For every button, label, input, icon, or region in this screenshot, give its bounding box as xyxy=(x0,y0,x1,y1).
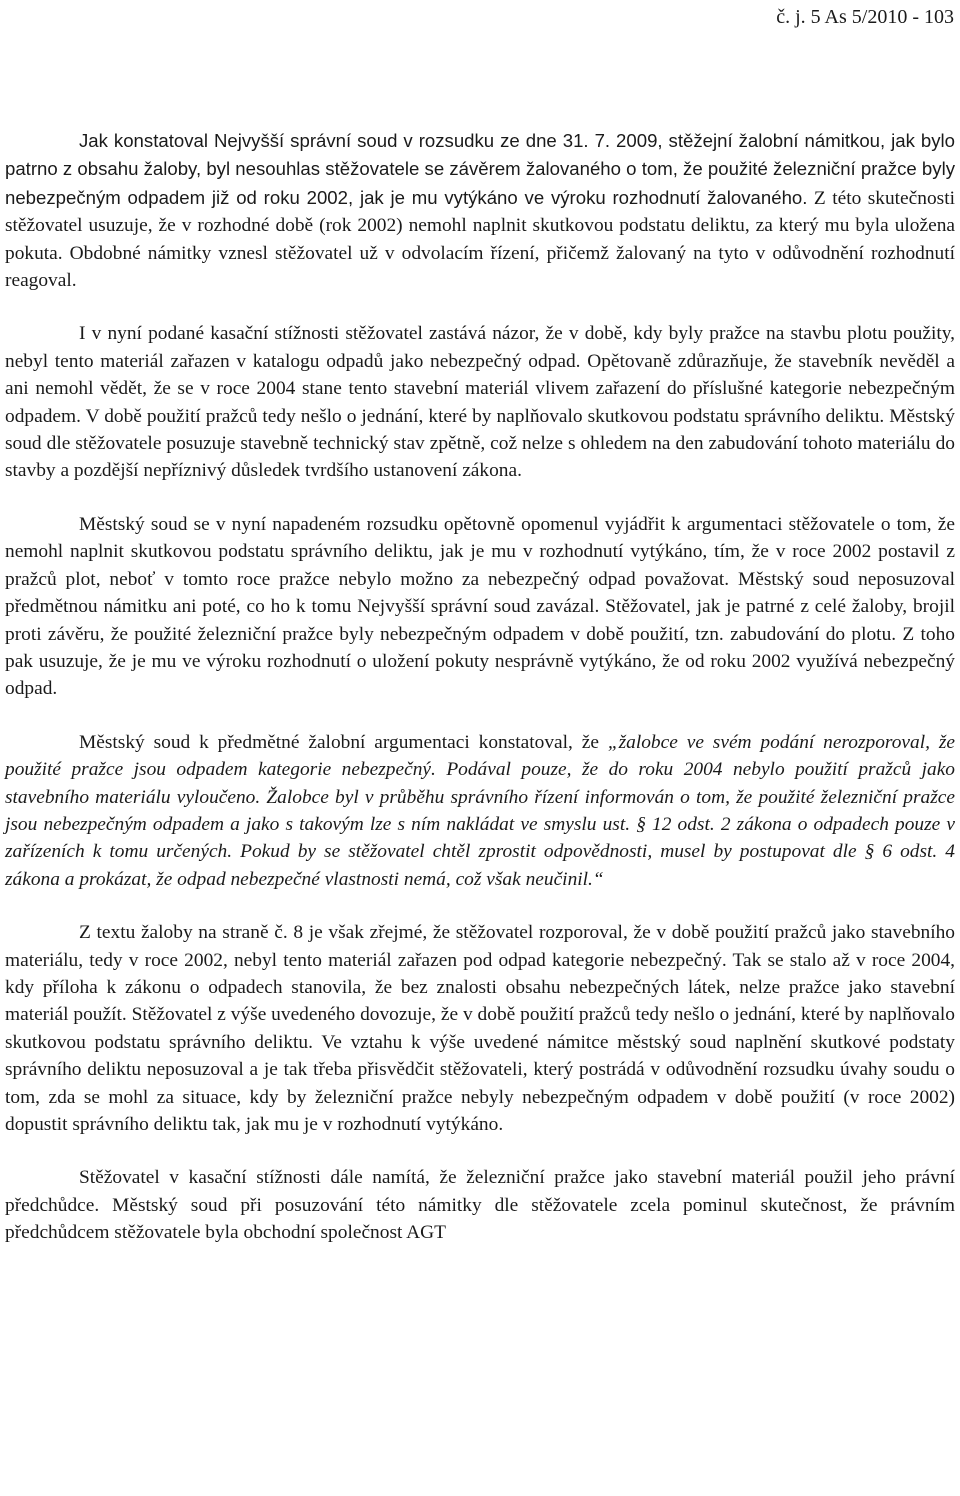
paragraph-4-quote: „žalobce ve svém podání nerozporoval, že použité pražce jsou odpadem kategorie nebezpečný. Podával pouze, že do roku 2004 nebylo použití pražců jako stavebního materiálu vyloučeno. Žalobce byl v průběhu správního řízení informován o tom, že použité železniční pražce jsou nebezpečným odpadem a jako s takovým lze s ním nakládat ve smyslu ust. § 12 odst. 2 zákona o odpadech pouze v zařízeních k tomu určených. Pokud by se stěžovatel chtěl zprostit odpovědnosti, musel by postupovat dle § 6 odst. 4 zákona a prokázat, že odpad nebezpečné vlastnosti nemá, což však neučinil.“ xyxy=(5,731,955,890)
paragraph-1 xyxy=(5,127,955,294)
document-body xyxy=(5,127,955,1247)
paragraph-6: Stěžovatel v kasační stížnosti dále namítá, že železniční pražce jako stavební materiál použil jeho právní předchůdce. Městský soud při posuzování této námitky dle stěžovatele zcela pominul skutečnost, že právním předchůdcem stěžovatele byla obchodní společnost AGT xyxy=(5,1167,955,1244)
paragraph-1-part-b: Z této skutečnosti stěžovatel usuzuje, že v rozhodné době (rok 2002) nemohl naplnit skutkovou podstatu deliktu, za který mu byla uložena pokuta. Obdobné námitky vznesl stěžovatel už v odvolacím řízení, přičemž žalovaný na tyto v odůvodnění rozhodnutí reagoval. xyxy=(5,187,955,292)
paragraph-4 xyxy=(5,729,955,893)
paragraph-1-part-a: Jak konstatoval Nejvyšší správní soud v rozsudku ze dne 31. 7. 2009, stěžejní žalobní námitkou, jak bylo patrno z obsahu žaloby, byl nesouhlas stěžovatele se závěrem žalovaného o tom, že použité železniční pražce byly nebezpečným odpadem již od roku 2002, jak je mu vytýkáno ve výroku rozhodnutí žalovaného. xyxy=(5,130,955,208)
paragraph-2: I v nyní podané kasační stížnosti stěžovatel zastává názor, že v době, kdy byly pražce na stavbu plotu použity, nebyl tento materiál zařazen v katalogu odpadů jako nebezpečný odpad. Opětovaně zdůrazňuje, že stavebník nevěděl a ani nemohl vědět, že se v roce 2004 stane tento stavební materiál vlivem zařazení do příslušné kategorie nebezpečným odpadem. V době použití pražců tedy nešlo o jednání, které by naplňovalo skutkovou podstatu správního deliktu. Městský soud dle stěžovatele posuzuje stavebně technický stav zpětně, což nelze s ohledem na den zabudování tohoto materiálu do stavby a pozdější nepříznivý důsledek tvrdšího ustanovení zákona. xyxy=(5,323,955,482)
paragraph-3: Městský soud se v nyní napadeném rozsudku opětovně opomenul vyjádřit k argumentaci stěžovatele o tom, že nemohl naplnit skutkovou podstatu správního deliktu, jak je mu v rozhodnutí vytýkáno, tím, že v roce 2002 postavil z pražců plot, neboť v tomto roce pražce nebylo možno za nebezpečný odpad považovat. Městský soud neposuzoval předmětnou námitku ani poté, co ho k tomu Nejvyšší správní soud zavázal. Stěžovatel, jak je patrné z celé žaloby, brojil proti závěru, že použité železniční pražce byly nebezpečným odpadem v době použití, tzn. zabudování do plotu. Z toho pak usuzuje, že je mu ve výroku rozhodnutí o uložení pokuty nesprávně vytýkáno, že od roku 2002 využívá nebezpečný odpad. xyxy=(5,513,955,700)
case-reference: č. j. 5 As 5/2010 - 103 xyxy=(776,6,954,28)
paragraph-4-intro: Městský soud k předmětné žalobní argumentaci konstatoval, že xyxy=(79,731,608,753)
paragraph-5: Z textu žaloby na straně č. 8 je však zřejmé, že stěžovatel rozporoval, že v době použití pražců jako stavebního materiálu, tedy v roce 2002, nebyl tento materiál zařazen pod odpad kategorie nebezpečný. Tak se stalo až v roce 2004, kdy příloha k zákonu o odpadech stanovila, že bez znalosti obsahu nebezpečných látek, nelze pražce jako stavební materiál použít. Stěžovatel z výše uvedeného dovozuje, že v době použití pražců tedy nešlo o jednání, které by naplňovalo skutkovou podstatu správního deliktu. Ve vztahu k výše uvedené námitce městský soud naplnění skutkové podstaty správního deliktu neposuzoval a je tak třeba přisvědčit stěžovateli, který postrádá v odůvodnění rozsudku úvahy soudu o tom, zda se mohl za situace, kdy by železniční pražce nebyly nebezpečným odpadem v době použití (v roce 2002) dopustit správního deliktu tak, jak mu je v rozhodnutí vytýkáno. xyxy=(5,922,955,1135)
